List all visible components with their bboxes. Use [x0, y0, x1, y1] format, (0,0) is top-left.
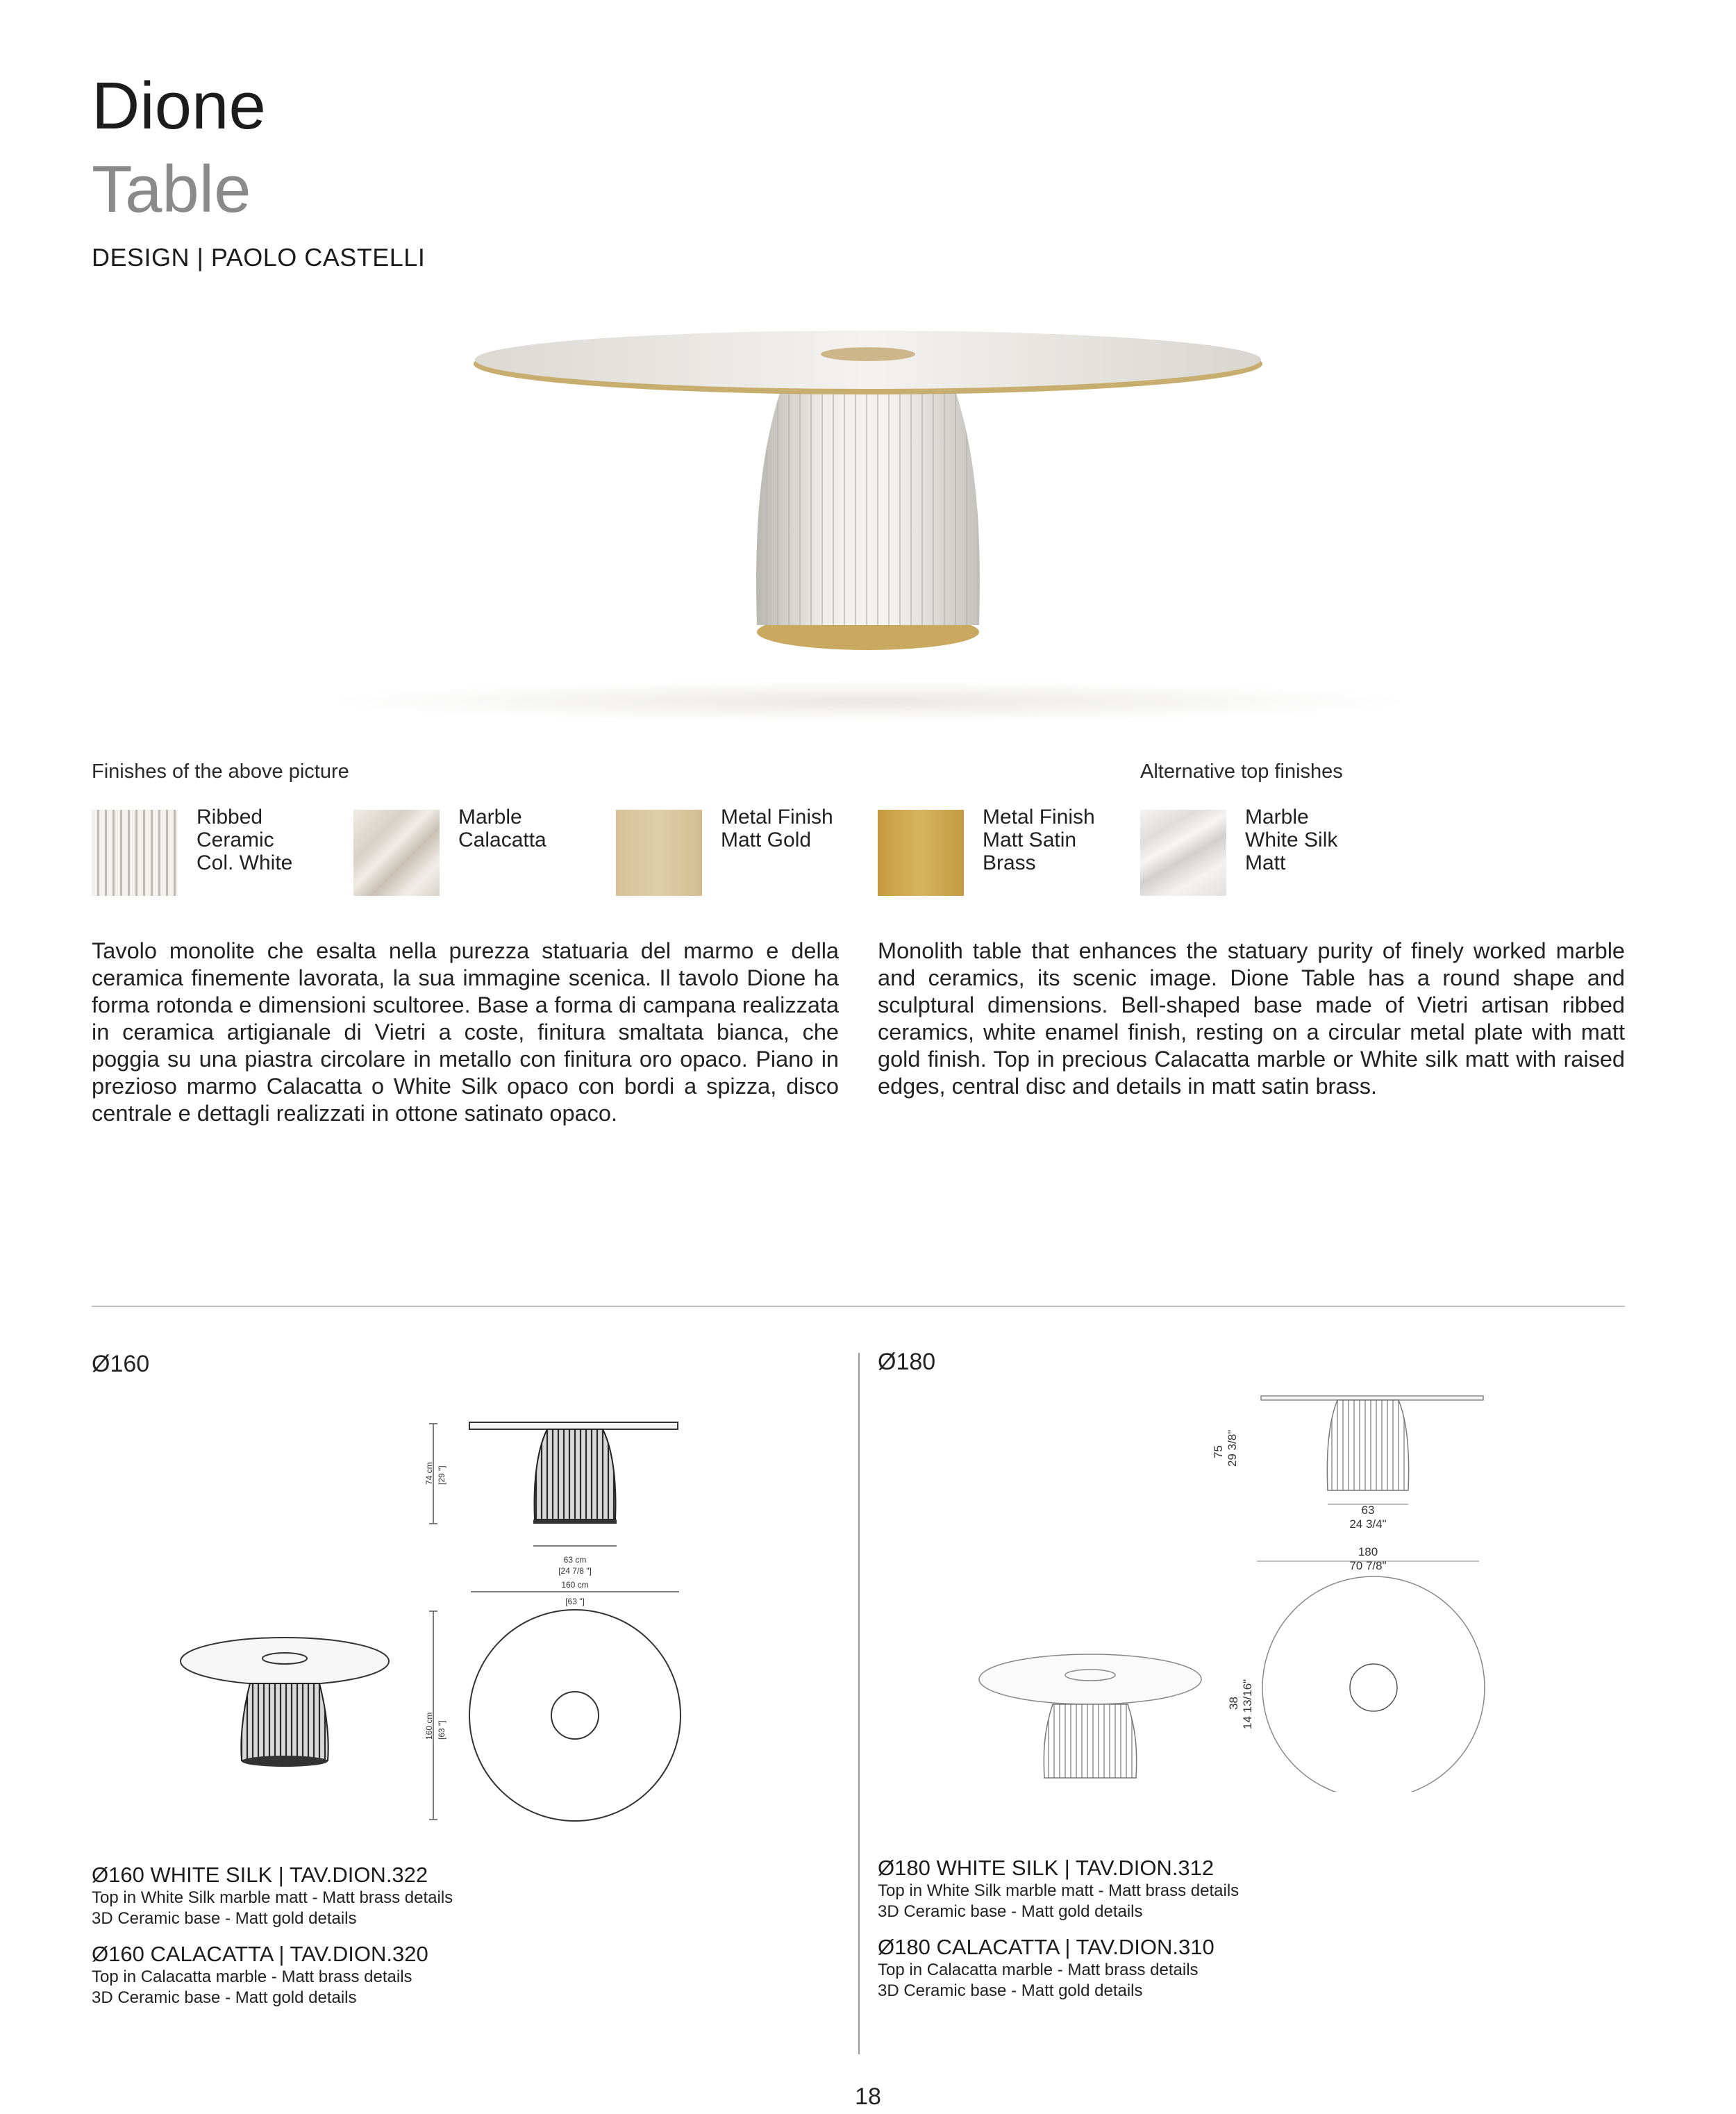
dim-180-disc-in: 14 13/16"	[1241, 1679, 1254, 1729]
description-italian: Tavolo monolite che esalta nella purezza statuaria del marmo e della ceramica finemente lavorata, la sua immagine scenica. Il tavolo Dione ha forma rotonda e dimensioni scultoree. Base a forma di campana realizzata in ceramica artigianale di Vietri a coste, finitura smaltata bianca, che poggia su una piastra circolare in metallo con finitura oro opaco. Piano in prezioso marmo Calacatta o White Silk opaco con bordi a spizza, disco centrale e dettagli realizzati in ottone satinato opaco.	[92, 938, 839, 1126]
model-title-160-calacatta: Ø160 CALACATTA | TAV.DION.320	[92, 1942, 428, 1966]
swatch-white-silk	[1140, 810, 1226, 896]
swatch-label-white-silk: Marble White Silk Matt	[1245, 806, 1338, 874]
model-desc-160-calacatta-1: Top in Calacatta marble - Matt brass details	[92, 1967, 412, 1986]
size-title-180: Ø180	[878, 1349, 936, 1375]
swatch-label-matt-gold: Metal Finish Matt Gold	[721, 806, 833, 851]
model-desc-160-white-silk-1: Top in White Silk marble matt - Matt brass details	[92, 1888, 453, 1907]
model-desc-180-calacatta-1: Top in Calacatta marble - Matt brass details	[878, 1961, 1199, 1979]
model-title-160-white-silk: Ø160 WHITE SILK | TAV.DION.322	[92, 1863, 428, 1887]
column-divider	[858, 1353, 860, 2054]
drawing-160	[167, 1410, 708, 1840]
model-title-180-white-silk: Ø180 WHITE SILK | TAV.DION.312	[878, 1856, 1215, 1880]
product-type: Table	[92, 152, 251, 226]
dim-160-base-cm: 63 cm	[563, 1555, 587, 1565]
drawing-180	[951, 1389, 1507, 1792]
hero-table-image	[306, 299, 1430, 729]
dim-160-height-in: [29 "]	[437, 1465, 446, 1485]
description-english: Monolith table that enhances the statuary purity of finely worked marble and ceramics, its scenic image. Dione Table has a round shape and sculptural dimensions. Bell-shaped base made of Vietri artisan ribbed ceramics, white enamel finish, resting on a circular metal plate with matt gold finish. Top in precious Calacatta marble or White silk matt with raised edges, central disc and details in matt satin brass.	[878, 938, 1625, 1099]
dim-180-height-cm: 75	[1212, 1445, 1225, 1458]
swatch-label-satin-brass: Metal Finish Matt Satin Brass	[983, 806, 1095, 874]
size-title-160: Ø160	[92, 1351, 150, 1377]
swatch-satin-brass	[878, 810, 964, 896]
dim-180-height-in: 29 3/8"	[1226, 1429, 1239, 1467]
dim-180-top-in: 70 7/8"	[1349, 1559, 1387, 1572]
dim-160-top-cm: 160 cm	[561, 1580, 589, 1590]
model-desc-180-white-silk-1: Top in White Silk marble matt - Matt brass details	[878, 1881, 1240, 1900]
dim-180-disc-cm: 38	[1227, 1697, 1240, 1710]
finishes-alt-label: Alternative top finishes	[1140, 760, 1343, 783]
designer-credit: DESIGN | PAOLO CASTELLI	[92, 243, 426, 272]
dim-160-top-in: [63 "]	[565, 1597, 585, 1606]
model-title-180-calacatta: Ø180 CALACATTA | TAV.DION.310	[878, 1935, 1215, 1959]
dim-160-height-cm: 74 cm	[424, 1462, 434, 1485]
model-desc-160-calacatta-2: 3D Ceramic base - Matt gold details	[92, 1988, 357, 2007]
swatch-label-marble-calacatta: Marble Calacatta	[458, 806, 546, 851]
swatch-label-ribbed-ceramic: Ribbed Ceramic Col. White	[197, 806, 293, 874]
dim-160-plan-in: [63 "]	[437, 1720, 446, 1740]
dim-160-plan-cm: 160 cm	[424, 1712, 434, 1740]
model-desc-160-white-silk-2: 3D Ceramic base - Matt gold details	[92, 1909, 357, 1928]
swatch-matt-gold	[616, 810, 702, 896]
swatch-marble-calacatta	[353, 810, 440, 896]
model-desc-180-calacatta-2: 3D Ceramic base - Matt gold details	[878, 1981, 1143, 2000]
dim-180-base-in: 24 3/4"	[1349, 1517, 1387, 1531]
dim-180-base-cm: 63	[1361, 1504, 1375, 1517]
dim-160-base-in: [24 7/8 "]	[558, 1566, 592, 1576]
finishes-above-label: Finishes of the above picture	[92, 760, 349, 783]
swatch-ribbed-ceramic	[92, 810, 178, 896]
product-name: Dione	[92, 69, 266, 143]
section-divider	[92, 1306, 1625, 1307]
dim-180-top-cm: 180	[1358, 1545, 1378, 1558]
model-desc-180-white-silk-2: 3D Ceramic base - Matt gold details	[878, 1902, 1143, 1921]
page-number: 18	[855, 2083, 881, 2110]
